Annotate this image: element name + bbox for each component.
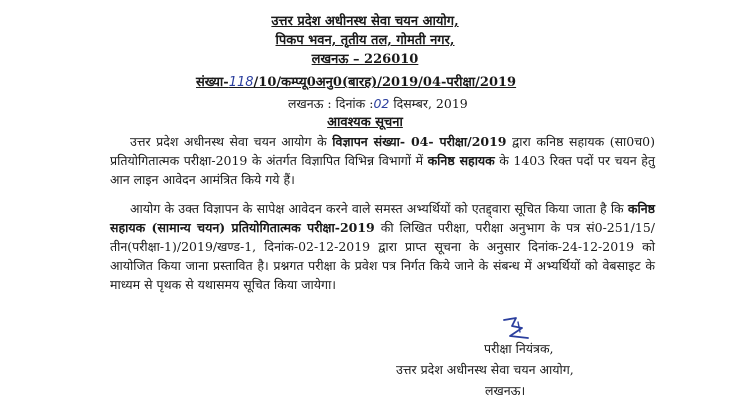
exam-name: कनिष्ठ सहायक (सामान्य चयन) प्रतियोगितात्मक परीक्षा-2019 [110,201,655,235]
signature-icon [500,316,534,342]
date-rest: दिसम्बर, 2019 [393,96,468,111]
date-line [288,95,468,112]
header-line-2: पिकप भवन, तृतीय तल, गोमती नगर, [275,33,455,48]
paragraph-1: उत्तर प्रदेश अधीनस्थ सेवा चयन आयोग के विज्ञापन संख्या- 04- परीक्षा/2019 द्वारा कनिष्ठ सहायक (सा0च0) प्रतियोगितात्मक परीक्षा-2019 के अंतर्गत विज्ञापित विभिन्न विभागों में कनिष्ठ सहायक के 1403 रिक्त पदों पर चयन हेतु आन लाइन आवेदन आमंत्रित किये गये हैं। [110,134,655,187]
paragraph-2: आयोग के उक्त विज्ञापन के सापेक्ष आवेदन करने वाले समस्त अभ्यर्थियों को एतद्द्वारा सूचित किया जाता है कि कनिष्ठ सहायक (सामान्य चयन) प्रतियोगितात्मक परीक्षा-2019 की लिखित परीक्षा, परीक्षा अनुभाग के पत्र सं0-251/15/तीन(परीक्षा-1)/2019/खण्ड-1, दिनांक-02-12-2019 द्वारा प्राप्त सूचना के अनुसार दिनांक-24-12-2019 को आयोजित किया जाना प्रस्तावित है। प्रश्नगत परीक्षा के प्रवेश पत्र निर्गत किये जाने के संबन्ध में अभ्यर्थियों को वेबसाइट के माध्यम से पृथक से यथासमय सूचित किया जायेगा। [110,201,655,292]
post-name: कनिष्ठ सहायक [427,153,495,168]
reference-suffix: /10/कम्प्यू0अनु0(बारह)/2019/04-परीक्षा/2019 [253,75,517,90]
header-line-3: लखनऊ – 226010 [311,52,419,67]
reference-prefix: संख्या- [196,75,229,90]
notice-title: आवश्यक सूचना [327,115,403,130]
advertisement-number: विज्ञापन संख्या- 04- परीक्षा/2019 [332,134,507,149]
handwritten-reference-number: 118 [228,75,254,90]
handwritten-day: 02 [373,96,390,111]
signatory-designation: परीक्षा नियंत्रक, [484,341,554,356]
header-line-1: उत्तर प्रदेश अधीनस्थ सेवा चयन आयोग, [271,14,459,29]
date-label: लखनऊ : दिनांक : [288,96,374,111]
reference-number [196,72,516,90]
signatory-office: उत्तर प्रदेश अधीनस्थ सेवा चयन आयोग, [396,362,574,377]
signatory-city: लखनऊ। [485,383,526,398]
